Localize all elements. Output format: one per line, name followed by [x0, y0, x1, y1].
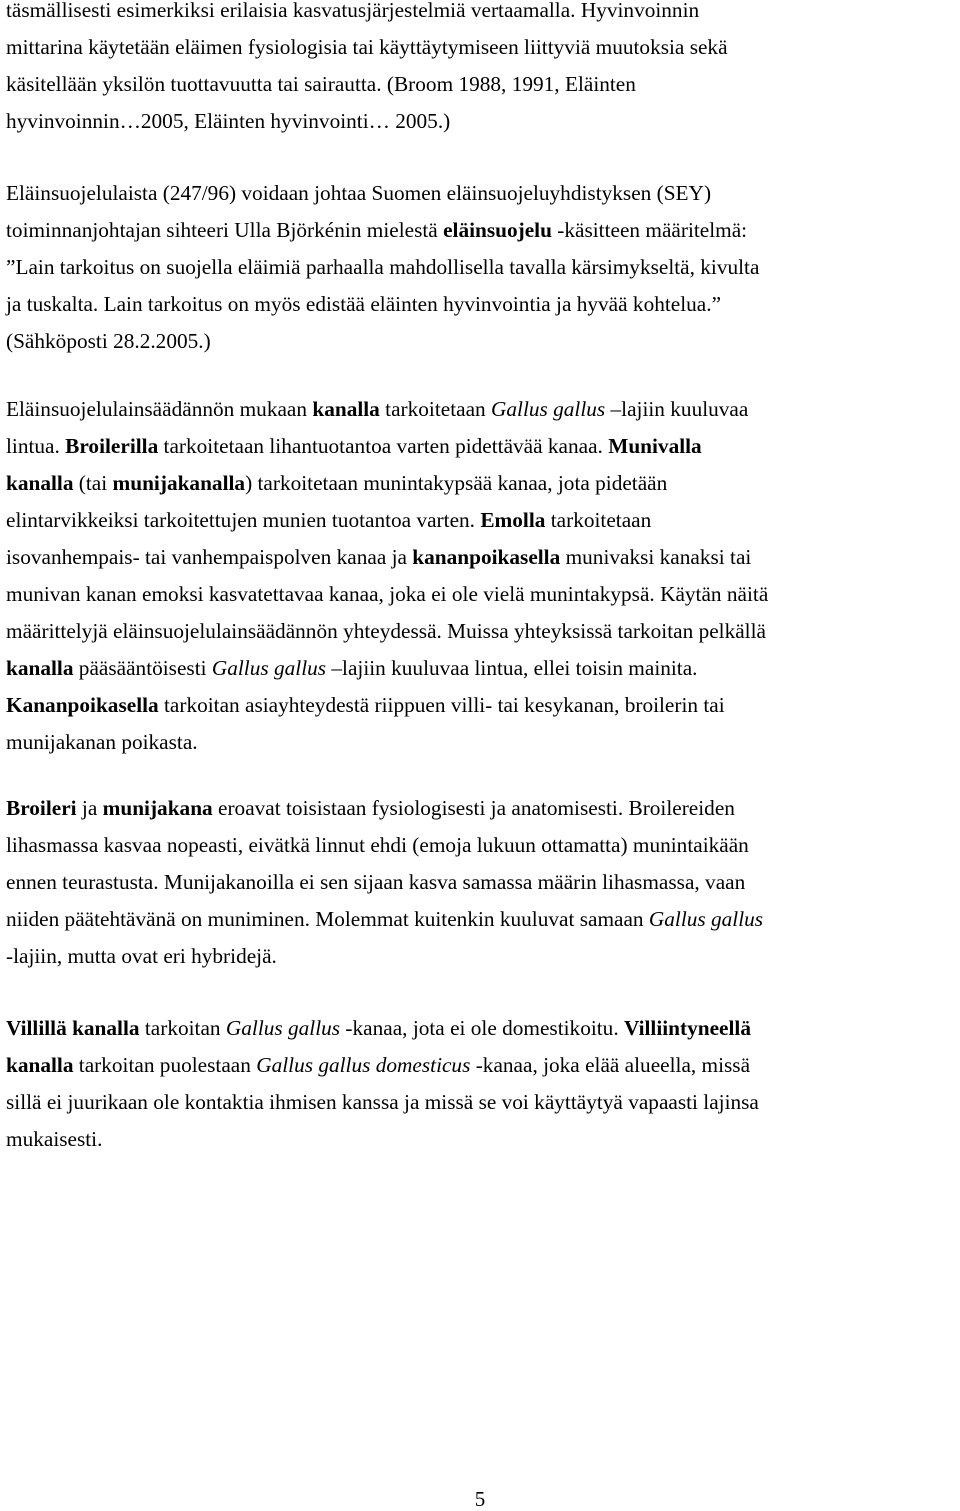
text-run: ja tuskalta. Lain tarkoitus on myös edistää eläinten hyvinvointia ja hyvää kohtelua.”: [6, 292, 722, 316]
text-run: pääsääntöisesti: [73, 656, 212, 680]
text-run: tarkoitetaan: [545, 508, 652, 532]
text-line: [6, 34, 728, 60]
text-run: mittarina käytetään eläimen fysiologisia tai käyttäytymiseen liittyviä muutoksia sekä: [6, 35, 728, 59]
bold-term: munijakanalla: [112, 471, 246, 495]
text-line: [6, 180, 711, 206]
text-line: [6, 943, 277, 969]
bold-term: Broilerilla: [65, 434, 159, 458]
text-run: Eläinsuojelulainsäädännön mukaan: [6, 397, 313, 421]
bold-term: kanalla: [6, 656, 74, 680]
text-run: ”Lain tarkoitus on suojella eläimiä parhaalla mahdollisella tavalla kärsimykseltä, kivulta: [6, 255, 760, 279]
bold-term: Villiintyneellä: [623, 1016, 751, 1040]
bold-term: kanalla: [6, 1053, 74, 1077]
italic-term: Gallus gallus: [648, 907, 764, 931]
text-run: tarkoitetaan: [379, 397, 491, 421]
bold-term: eläinsuojelu: [443, 218, 552, 242]
text-run: –lajiin kuuluvaa: [605, 397, 749, 421]
bold-term: kanalla: [312, 397, 380, 421]
text-run: ) tarkoitetaan munintakypsää kanaa, jota pidetään: [245, 471, 668, 495]
text-line: [6, 1089, 759, 1115]
text-run: munijakanan poikasta.: [6, 730, 198, 754]
bold-term: Munivalla: [608, 434, 702, 458]
text-line: [6, 729, 198, 755]
text-line: [6, 906, 763, 932]
text-run: -käsitteen määritelmä:: [551, 218, 748, 242]
text-line: [6, 254, 759, 280]
text-run: elintarvikkeiksi tarkoitettujen munien tuotantoa varten.: [6, 508, 481, 532]
text-line: [6, 618, 766, 644]
text-line: [6, 544, 751, 570]
text-run: tarkoitan: [139, 1016, 226, 1040]
text-run: Eläinsuojelulaista (247/96) voidaan johtaa Suomen eläinsuojeluyhdistyksen (SEY): [6, 181, 712, 205]
text-run: munivaksi kanaksi tai: [560, 545, 752, 569]
text-line: [6, 108, 450, 134]
text-run: -kanaa, joka elää alueella, missä: [470, 1053, 751, 1077]
bold-term: kananpoikasella: [412, 545, 561, 569]
bold-term: Emolla: [480, 508, 546, 532]
text-line: [6, 869, 745, 895]
text-line: [6, 655, 698, 681]
text-run: määrittelyjä eläinsuojelulainsäädännön yhteydessä. Muissa yhteyksissä tarkoitan pelkällä: [6, 619, 766, 643]
text-run: hyvinvoinnin…2005, Eläinten hyvinvointi… 2005.): [6, 109, 451, 133]
text-run: munivan kanan emoksi kasvatettavaa kanaa, joka ei ole vielä munintakypsä. Käytän näitä: [6, 582, 769, 606]
text-line: [6, 1126, 102, 1152]
text-run: ennen teurastusta. Munijakanoilla ei sen sijaan kasva samassa määrin lihasmassa, vaan: [6, 870, 746, 894]
text-line: [6, 433, 702, 459]
text-run: lihasmassa kasvaa nopeasti, eivätkä linnut ehdi (emoja lukuun ottamatta) munintaikään: [6, 833, 749, 857]
text-run: -lajiin, mutta ovat eri hybridejä.: [6, 944, 277, 968]
text-line: [6, 328, 211, 354]
text-run: tarkoitan puolestaan: [73, 1053, 257, 1077]
text-run: sillä ei juurikaan ole kontaktia ihmisen kanssa ja missä se voi käyttäytyä vapaasti lajinsa: [6, 1090, 759, 1114]
text-line: [6, 581, 768, 607]
bold-term: kanalla: [6, 471, 74, 495]
text-line: [6, 507, 651, 533]
page-number: 5: [474, 1487, 486, 1511]
text-line: [6, 832, 749, 858]
text-run: isovanhempais- tai vanhempaispolven kanaa ja: [6, 545, 413, 569]
text-line: [6, 692, 725, 718]
text-line: [6, 0, 699, 23]
text-run: (tai: [73, 471, 113, 495]
text-run: ja: [76, 796, 103, 820]
text-run: -kanaa, jota ei ole domestikoitu.: [340, 1016, 624, 1040]
bold-term: Villillä kanalla: [6, 1016, 140, 1040]
text-run: (Sähköposti 28.2.2005.): [6, 329, 211, 353]
italic-term: Gallus gallus: [491, 397, 606, 421]
bold-term: munijakana: [102, 796, 213, 820]
bold-term: Kananpoikasella: [6, 693, 159, 717]
text-run: tarkoitetaan lihantuotantoa varten pidettävää kanaa.: [158, 434, 609, 458]
text-line: [6, 470, 667, 496]
text-run: toiminnanjohtajan sihteeri Ulla Björkénin mielestä: [6, 218, 444, 242]
text-run: tarkoitan asiayhteydestä riippuen villi- tai kesykanan, broilerin tai: [158, 693, 725, 717]
text-run: lintua.: [6, 434, 66, 458]
text-line: [6, 795, 735, 821]
italic-term: Gallus gallus domesticus: [256, 1053, 471, 1077]
text-line: [6, 1015, 751, 1041]
italic-term: Gallus gallus: [225, 1016, 341, 1040]
text-line: [6, 291, 721, 317]
text-run: –lajiin kuuluvaa lintua, ellei toisin mainita.: [326, 656, 698, 680]
text-line: [6, 396, 748, 422]
text-line: [6, 217, 747, 243]
text-line: [6, 1052, 750, 1078]
text-run: mukaisesti.: [6, 1127, 103, 1151]
bold-term: Broileri: [6, 796, 77, 820]
text-run: eroavat toisistaan fysiologisesti ja anatomisesti. Broilereiden: [212, 796, 735, 820]
italic-term: Gallus gallus: [211, 656, 327, 680]
text-line: [6, 71, 636, 97]
text-run: täsmällisesti esimerkiksi erilaisia kasvatusjärjestelmiä vertaamalla. Hyvinvoinnin: [6, 0, 700, 22]
text-run: käsitellään yksilön tuottavuutta tai sairautta. (Broom 1988, 1991, Eläinten: [6, 72, 636, 96]
text-run: niiden päätehtävänä on muniminen. Molemmat kuitenkin kuuluvat samaan: [6, 907, 649, 931]
